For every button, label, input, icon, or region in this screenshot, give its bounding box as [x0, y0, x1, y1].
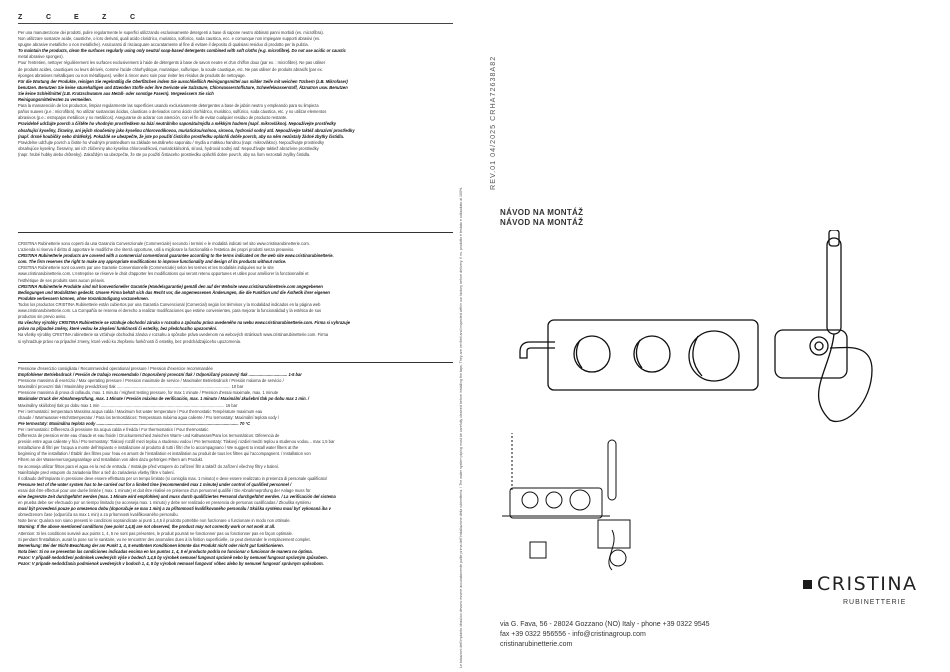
cleaning-instruction-line: (napr. hrubé hubky alebo drôtenky). Zakaždým sa ubezpečte, že ste po použití čistiaceho prostriedku opláchli dobre povrch, aby na ňom nezostali zvyšky čistidla.: [18, 151, 311, 157]
specification-line: Per i termostatici: temperatura Massima acqua calda / Maximum hot water temperature / Pour thermostatic Température maximum eau: [18, 408, 263, 414]
specification-line: obmedzenom čase (odporúča sa max 1 min) a za prítomnosti kvalifikovaného personálu.: [18, 512, 179, 518]
cleaning-instruction-line: Sie keine Schleifmittel (z.B. Kratzschwamm aus Metall- oder sonstige Fasern). Vergewissern Sie sich: [18, 90, 214, 96]
specification-line: chaude / Warmwasser-Höchsttemperatur / Para los termostáticos: Temperatura máxima agua caliente / Pro termostaty: Maximální teplota vody /: [18, 414, 279, 420]
warranty-line: www.cristinarubinetterie.com. L'entreprise se réserve le droit d'apporter les modifications qui seront retenu opportunes et utiles pour améliorer la fonctionnalité et: [18, 271, 309, 277]
specification-line: Pressione massima di esercizio / Max operating pressure / Pression maximale de service / Maximaler Betriebsdruck / Presión máxima de servicio /: [18, 378, 284, 384]
specification-line: Nota bien: Si no se presentan las condiciones indicadas encima en los puntos 1, 4, 5 el producto podría no funcionar o funcionar de manera no óptima.: [18, 548, 313, 554]
brand-logo: [803, 573, 943, 620]
specification-line: Pre termostaty: Maximálna teplota vody ............................................................................................................................. 70 °C: [18, 420, 251, 426]
specification-line: Pressione d'esercizio consigliata / Recommended operational pressure / Pression d'exercice recommandée: [18, 366, 213, 371]
contact-fax-email: fax +39 0322 956556 - info@cristinagroup.com: [500, 631, 646, 638]
warranty-line: Bedingungen und Modalitäten gedeckt. Unsere Firma behält sich das Recht vor, die angemessenen Änderungen, die die Funktion und die Ästhetik ihrer eigenen: [18, 289, 330, 295]
warranty-line: com. The firm reserves the right to make any appropriate modifications to improve functionality and design of its products without notice.: [18, 259, 287, 265]
specification-line: Se aconseja utilizar filtros para el agua en la red de entrada. / Instalujte před vstupem do zařízení filtr a taktéž do zařízení všechny filtry v balení.: [18, 463, 280, 469]
section-divider: [18, 232, 453, 233]
instructions-title: [500, 208, 583, 227]
warranty-line: CRISTINA Rubinetterie Produkte sind mit konventioneller Garantie (Handelsgarantie) gemäß den auf der Website www.cristinarubinetterie.com angegebenen: [18, 283, 323, 289]
side-shower-handle: [608, 440, 616, 500]
warranty-line: Na všetky výrobky CRISTINA rubinetterie sa vzťahuje obchodná záruka v rozsahu a spôsobe práva uvedenom na webových stránkach www.cristinarubinetterie.com. Firma: [18, 332, 329, 338]
warranty-section: [18, 241, 453, 359]
cleaning-instruction-line: metal abrasive sponges).: [18, 54, 64, 60]
specification-line: en prueba debe ser efectuado por un tiempo limitado (se aconseja max. 1 minuto) y debe ser realizado en presencia de personas cualificadas / Zkouška systému: [18, 500, 311, 506]
shower-outlet: [810, 337, 828, 355]
cleaning-instruction-line: obsahující kyseliny, žíraviny, ani jejich sloučeniny jako kyselinu chlorovodíkovou, muriatickou/solnou, sírovou, hydroxid sodný atd. Nepoužívejte taktéž abrazivní prostředky: [18, 127, 355, 133]
warranty-line: Na všechny výrobky CRISTINA Rubinetterie se vztahuje obchodní záruka v rozsahu a způsobu práva uvedeného na webu www.cristinarubinetterie.com. Firma si vyhrazuje: [18, 320, 351, 326]
warranty-line: CRISTINA Rubinetterie sono coperti da una Garanzia Convenzionale (Commerciale) secondo i termini e le modalità indicati nel sito www.cristinarubinetterie.com.: [18, 241, 310, 246]
warranty-line: l'esthétique de ses produits sans aucun préavis.: [18, 277, 106, 283]
specification-line: Pozor: V prípade nedodržania podmienok uvedených v bodoch 1, 4, 5 by výrobok nemusel fungovať vôbec alebo by nemusel fungovať správnym spôsobom.: [18, 561, 324, 566]
cleaning-instruction-line: Pravidelne udržujte povrch a čistite ho vhodným prostriedkom na základe neutrálneho saponátu / mydla a mäkkou handrou (napr. mikrovlákno). Nepoužívajte prostriedky: [18, 139, 325, 145]
lang-letter-2: C: [46, 14, 53, 21]
logo-square-mark: [803, 580, 812, 589]
specification-line: Si pendant l'installation, aurait la pose sur le sanitaire, vu ne rencontrer des anomalies dues à la finition superficielle, ce peut demander le remplacement complet.: [18, 536, 311, 542]
wall-plate: [548, 320, 758, 390]
cleaning-instruction-line: Für die Wartung der Produkte, reinigen Sie regelmäßig die Oberflächen indem Sie ausschließlich Reinigungsmittel aus milder Seife mit weichen Tüchern (z.B. Mikrofaser): [18, 78, 348, 84]
side-knob-3: [570, 490, 590, 510]
specification-line: Bemerkung: Bei der Nicht-Beachtung der am Punkt 1, 4, 5 erwähnten Konditionen könnte das Produkt nicht oder nicht gut funktionieren.: [18, 542, 284, 548]
specification-line: Per i termostatici: Differenza di pressione tra acqua calda e fredda / For thermostatics / Pour thermostatic: [18, 426, 209, 432]
contact-website[interactable]: cristinarubinetterie.com: [500, 641, 573, 648]
specifications-section: [18, 366, 453, 664]
warranty-line: právo na případné změny, které vedou ke zlepšení funkčnosti či estetiky, bez předchozího upozornění.: [18, 326, 217, 332]
side-outlet: [610, 550, 626, 566]
brand-name: CRISTINA: [817, 573, 918, 595]
cleaning-instruction-line: Reinigungsmittelresten zu vermeiden.: [18, 97, 92, 103]
warranty-line: Todos los productos CRISTINA Rubinetterie están cubiertos por una Garantía Convencional (Comercial) según los términos y la modalidad indicados en la página web: [18, 301, 321, 307]
cleaning-instruction-line: Pravidelně udržujte povrch a čištěte ho vhodným prostředkem na bázi neutrálního saponátu/mýdla a měkkým hadrem (např. mikrovlákno). Nepoužívejte prostředky: [18, 121, 337, 127]
specification-line: Differenza de pression entre eau chaude et eau froide / Druckunterschied zwischen Warm- und Kaltwasser/Para los termostáticos: Diferencia de: [18, 433, 280, 439]
specification-line: eine begrenzte Zeit durchgeführt werden (max. 1 Minute wird empfohlen) und muss durch qualifiziertes Personal durchgeführt werden. / La verificación del sistema: [18, 493, 336, 499]
specification-line: Maximální provozní tlak / Maximálny prevádzkový tlak .................................................................................................... 10 bar: [18, 384, 244, 390]
text-column: [18, 14, 453, 664]
specification-line: Note bene: Qualora non siano presenti le condizioni sopraindicate ai punti 1,4,5 il prodotto potrebbe non funzionare o funzionare in modo non ottimale.: [18, 518, 291, 524]
vertical-note: [455, 0, 475, 672]
brand-subline: RUBINETTERIE: [843, 599, 907, 606]
lang-letter-5: Č: [130, 14, 137, 21]
cleaning-instruction-line: Pour l'entretien, nettoyer régulièrement les surfaces exclusivement à l'aide de détergents à base de savon neutre et d'un chiffon doux (par ex. : microfibre). Ne pas utiliser: [18, 60, 326, 66]
cleaning-instruction-line: Per una manutenzione dei prodotti, pulire regolarmente le superfici utilizzando esclusivamente detergenti a base di sapone neutro abbinati panni morbidi (es. microfibra).: [18, 30, 324, 35]
warranty-line: Produkte verbessern können, ohne Vorankündigung vorzunehmen.: [18, 295, 149, 301]
specification-line: Empfohlener Betriebsdruck / Presión de trabajo recomendado / Doporučený provozní tlak / Odporúčaný pracovný tlak .................................. 1-5 bar: [18, 372, 302, 378]
specification-line: musí být provedená pouze po omezenou dobu (doporučuje se max 1 min) a za přítomnosti kvalifikovaného personálu / Skúška systému musí byť vykonaná iba v: [18, 506, 331, 512]
cleaning-instruction-line: Non utilizzare sostanze acide, caustiche, o loro derivati, quali acido cloridrico, muriatico, solforico, soda caustica, ecc. e comunque non impiegare supporti abrasivi (es.: [18, 36, 321, 42]
warranty-line: CRISTINA Rubinetterie sont couverts par une Garantie Conventionnelle (Commerciale) selon les termes et les modalités indiquées sur le site: [18, 265, 274, 271]
cleaning-section: [18, 30, 453, 226]
cleaning-instruction-line: éponges abrasives métalliques ou non métalliques). veiller à rincer avec soin pour éviter les résidus de produits de nettoyage.: [18, 72, 246, 78]
side-knob-2: [546, 492, 562, 508]
cleaning-instruction-line: (např. drsné houbičky nebo drátěnky). Pokaždé se ubezpečte, že jste po použití čisticího prostředku opláchli dobře povrch, aby na něm nezůstaly žádné zbytky čistidla.: [18, 133, 344, 139]
hand-shower-handle: [827, 238, 841, 334]
shower-outlet-inner: [815, 342, 823, 350]
specification-line: Attention: Si les conditions susvisé aux points 1, 4, 5 ne sont pas présentes, le produit pourrait ne fonctionner pas ou fonctionner pas en façon optimale.: [18, 530, 293, 536]
company-contact: [500, 620, 710, 650]
section-divider: [18, 362, 453, 363]
side-spout: [530, 542, 546, 558]
specification-line: beginning of the installation / Établir des filtres pour l'eau en amont de l'installation et installation au produit de tous les filtres qui l'accompagnent. / Installation von: [18, 451, 311, 457]
specification-line: Il collaudo dell'impianto in pressione deve essere effettuato per un tempo limitato (si consiglia max. 1 minuto) e deve essere realizzato in presenza di personale qualificato/: [18, 475, 328, 481]
cleaning-instruction-line: obsahujúce kyseliny, žieraviny, ani ich zlúčeniny ako kyselina chlorovodíková, muriatická/solná, sírová, hydroxid sodný atď. Nepoužívajte taktiež abrazívne prostriedky: [18, 145, 319, 151]
warranty-line: www.cristinarubinetterie.com. La Compañía se reserva el derecho a realizar modificaciones que estime convenientes, para mejorar la funcionalidad y la estética de sus: [18, 308, 322, 314]
cleaning-instruction-line: de produits acides, caustiques ou leurs dérivés, comme l'acide chlorhydrique, muriatique, sulfurique, la soude caustique, etc. Ne pas utiliser de produits abrasifs (par ex.: [18, 66, 323, 72]
lang-letter-1: Z: [18, 14, 24, 21]
lang-letter-4: Z: [102, 14, 108, 21]
cleaning-instruction-line: To maintain the products, clean the surfaces regularly using only neutral soap-based detergents combined with soft cloths (e.g. microfibre). Do not use acidic or caustic: [18, 48, 346, 54]
warranty-line: CRISTINA Rubinetterie products are covered with a commercial conventional guarantee according to the terms indicated on the web site www.cristinarubinetterie.: [18, 253, 334, 259]
specification-line: Pozor: V případě nedodržení podmínek uvedených výše v bodech 1,4,5 by výrobek nemusel fungovat správně nebo by nemusel fungovat správným způsobem.: [18, 554, 328, 560]
spout: [520, 342, 555, 358]
right-knob-lever: [693, 336, 702, 376]
cleaning-instruction-line: benutzen. Benutzen Sie keine säurehaltigen und ätzenden Stoffe oder ihre Derivate wie Salzsäure, Chlorwasserstoffsäure, Schwefelwasserstoff, Ätznatron usw. Benutzen: [18, 84, 348, 90]
specification-line: essai doit être effectué pour une durée limitée ( max. 1 minute) et doit être réalisé en présence d'un personnel qualifié / Die Abnahmeprüfung der Anlage muss für: [18, 487, 311, 493]
warranty-line: productos sin previo aviso.: [18, 314, 67, 320]
specification-line: Filtern an der Wasserversorgungsanlage und Installation von allen dazu gehörigen Filtern am Produkt.: [18, 457, 204, 463]
specification-line: Installazione di filtri per l'acqua a monte dell'impianto e installazione al prodotto di tutti i filtri che lo accompagnano / We suggest to install water filters at the: [18, 445, 299, 451]
document-reference-text: REV.01 04/2025 CRHA72638A82: [488, 55, 497, 190]
mixer-front-view-drawing: [500, 230, 900, 430]
lang-letter-3: E: [74, 14, 80, 21]
specification-line: Maximaler Druck der Abnahmeprüfung, max. 1 Minute / Presión máxima de verificación, max. 1 minuto / Maximální zkušební tlak po dobu max 1 min. /: [18, 396, 310, 402]
language-header: [18, 14, 453, 24]
mixer-side-view-drawing: [500, 430, 700, 575]
specification-line: presión entre agua caliente y fría / Pro termostaty: Tlakový rozdíl mezi teplou a studenou vodou / Pre termostaty: Tlakový rozdiel medzi teplou a studenou vodou... max 1,5 bar: [18, 439, 335, 445]
side-knob-1: [522, 492, 538, 508]
specification-line: Warning: If the above mentioned conditions (see point 1,4,5) are not observed, the product may not correctly work or not work at all.: [18, 524, 276, 530]
specification-line: Nainštalujte pred vstupom do zariadenia filter a tiež do zariadenia všetky filtre v balení.: [18, 469, 175, 475]
specification-line: Pressione massima di prova di collaudo, max. 1 minuto / Highest testing pressure, for max 1 minute / Pression d'essai maximale, max. 1 minute: [18, 390, 279, 396]
title-line-1: NÁVOD NA MONTÁŽ: [500, 208, 584, 217]
cleaning-instruction-line: spugne abrasive metalliche o non metalliche). Assicurarsi di risciacquare accuratamente al fine di evitare il deposito di qualsiasi residuo di prodotto per la pulizia.: [18, 42, 309, 48]
cleaning-instruction-line: Para la manutención de los productos, limpiar regularmente las superficies usando exclusivamente detergentes a base de jabón neutro y empleando para su limpieza: [18, 103, 319, 109]
document-reference: [478, 20, 497, 190]
cleaning-instruction-line: paños suaves (p.e.: microfibra). No utilizar sustancias ácidas, cáusticas o derivados como ácido clorhídrico, muriático, sulfúrico, soda cáustica, etc. y no utilizar elementos: [18, 109, 327, 115]
cleaning-instruction-line: abrasivos (p.e.: estropajos metálicos y no metálicos). Asegurarse de aclarar con atención, con el fin de evitar cualquier residuo de producto restante.: [18, 115, 288, 121]
specification-line: Pressure test of the water system has to be carried out for a limited time (recommended max 1 minute) under control of qualified personnel /: [18, 481, 292, 487]
warranty-line: si vyhradzuje právo na prípadné zmeny, ktoré vedú ku zlepšeniu funkčnosti či estetiky, bez predchádzajúceho upozornenia.: [18, 338, 242, 344]
contact-address: via G. Fava, 56 - 28024 Gozzano (NO) Italy - phone +39 0322 9545: [500, 621, 710, 628]
warranty-line: L'azienda si riserva il diritto di apportare le modifiche che riterrà opportune, utili a migliorare la funzionalità e l'estetica dei propri prodotti senza preavviso.: [18, 247, 295, 253]
vertical-note-text: Le tubazioni dell'impianto idraulico devono essere accuratamente pulite prima dell'installazione della rubinetteria. / The water system piping must be carefully cleaned before installing the taps. They are verified and inspected within our factory before delivery. Il ns. prodotto è testato e collaudato al 100%.: [459, 186, 463, 668]
title-line-2: NÁVOD NA MONTÁŽ: [500, 217, 584, 227]
specification-line: Maximálny skúšobný tlak po dobu max 1 min ............................................................................................................. 16 bar: [18, 402, 238, 408]
shower-holder-plate: [775, 330, 847, 378]
